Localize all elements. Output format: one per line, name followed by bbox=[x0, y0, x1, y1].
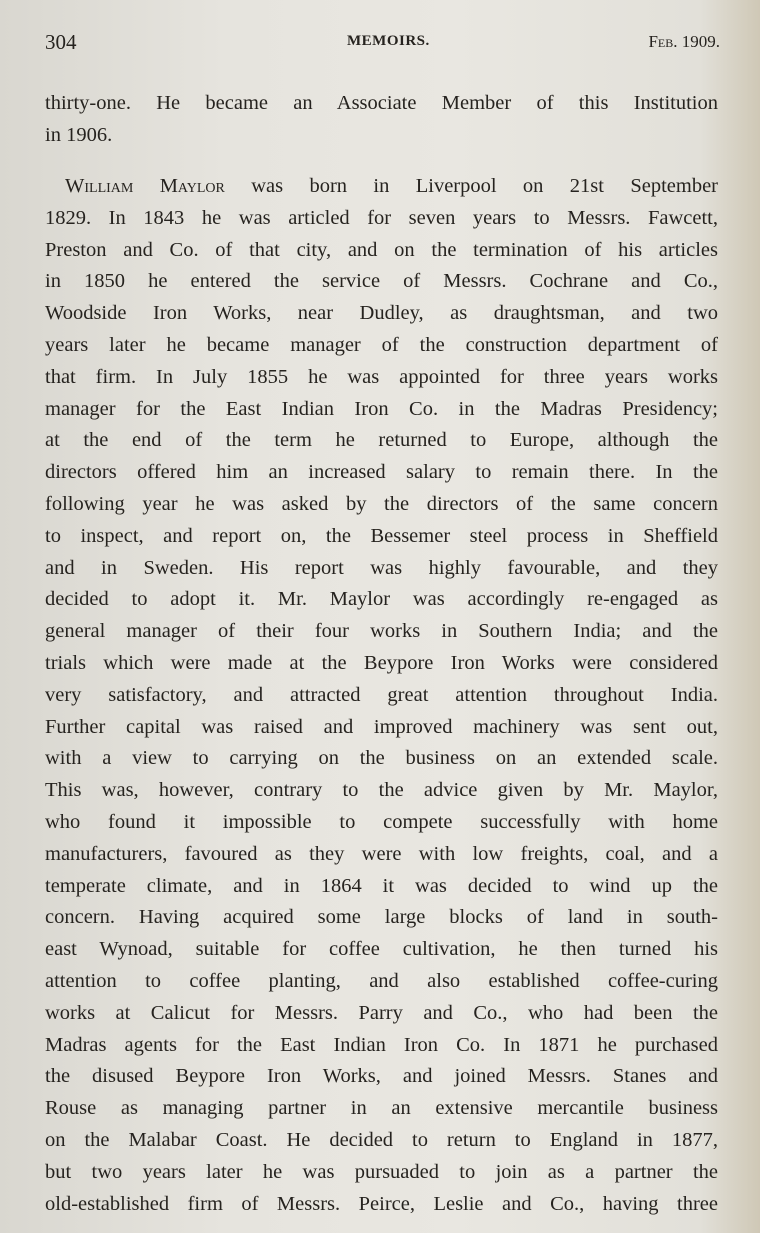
text-line: that firm. In July 1855 he was appointed for three years works bbox=[45, 365, 718, 388]
subject-name: William Maylor bbox=[65, 175, 225, 197]
text-line: following year he was asked by the directors of the same concern bbox=[45, 492, 718, 515]
text-line: Preston and Co. of that city, and on the termination of his articles bbox=[45, 238, 718, 261]
text-line: general manager of their four works in Southern India; and the bbox=[45, 620, 718, 643]
text-line: manager for the East Indian Iron Co. in the Madras Presidency; bbox=[45, 397, 718, 420]
text-line: directors offered him an increased salary to remain there. In the bbox=[45, 461, 718, 484]
text-fragment: was born in Liverpool on 21st September bbox=[224, 175, 718, 197]
text-line: to inspect, and report on, the Bessemer steel process in Sheffield bbox=[45, 524, 718, 547]
text-line: manufacturers, favoured as they were with low freights, coal, and a bbox=[45, 842, 718, 865]
running-header bbox=[45, 30, 720, 58]
text-line: Madras agents for the East Indian Iron Co. In 1871 he purchased bbox=[45, 1033, 718, 1056]
issue-date: Feb. 1909. bbox=[648, 32, 720, 51]
text-line: with a view to carrying on the business on an extended scale. bbox=[45, 747, 718, 770]
text-line: years later he became manager of the construction department of bbox=[45, 333, 718, 356]
text-line: Rouse as managing partner in an extensive mercantile business bbox=[45, 1097, 718, 1120]
text-line: the disused Beypore Iron Works, and joined Messrs. Stanes and bbox=[45, 1065, 718, 1088]
text-line: This was, however, contrary to the advice given by Mr. Maylor, bbox=[45, 779, 718, 802]
text-line: trials which were made at the Beypore Iron Works were considered bbox=[45, 651, 718, 674]
text-line-first bbox=[45, 171, 718, 203]
text-line: old-established firm of Messrs. Peirce, Leslie and Co., having three bbox=[45, 1192, 718, 1215]
text-line: Woodside Iron Works, near Dudley, as draughtsman, and two bbox=[45, 302, 718, 325]
paragraph-william-maylor bbox=[45, 171, 718, 1220]
text-line: temperate climate, and in 1864 it was decided to wind up the bbox=[45, 874, 718, 897]
paragraph-continued bbox=[45, 88, 718, 152]
text-line: east Wynoad, suitable for coffee cultivation, he then turned his bbox=[45, 938, 718, 961]
text-line: in 1906. bbox=[45, 123, 113, 146]
text-line: thirty-one. He became an Associate Member of this Institution bbox=[45, 92, 718, 114]
text-line: at the end of the term he returned to Europe, although the bbox=[45, 429, 718, 452]
text-line: in 1850 he entered the service of Messrs. Cochrane and Co., bbox=[45, 270, 718, 293]
text-line: and in Sweden. His report was highly favourable, and they bbox=[45, 556, 718, 579]
text-line: who found it impossible to compete successfully with home bbox=[45, 810, 718, 833]
text-line: concern. Having acquired some large blocks of land in south- bbox=[45, 906, 718, 929]
text-line: very satisfactory, and attracted great attention throughout India. bbox=[45, 683, 718, 706]
text-line: decided to adopt it. Mr. Maylor was accordingly re-engaged as bbox=[45, 588, 718, 611]
text-line: on the Malabar Coast. He decided to return to England in 1877, bbox=[45, 1128, 718, 1151]
text-line: Further capital was raised and improved machinery was sent out, bbox=[45, 715, 718, 738]
text-line: works at Calicut for Messrs. Parry and Co., who had been the bbox=[45, 1001, 718, 1024]
text-line: but two years later he was pursuaded to join as a partner the bbox=[45, 1160, 718, 1183]
running-title: MEMOIRS. bbox=[347, 33, 430, 49]
page-number: 304 bbox=[45, 30, 77, 54]
text-line: attention to coffee planting, and also established coffee-curing bbox=[45, 969, 718, 992]
text-line: 1829. In 1843 he was articled for seven years to Messrs. Fawcett, bbox=[45, 206, 718, 229]
